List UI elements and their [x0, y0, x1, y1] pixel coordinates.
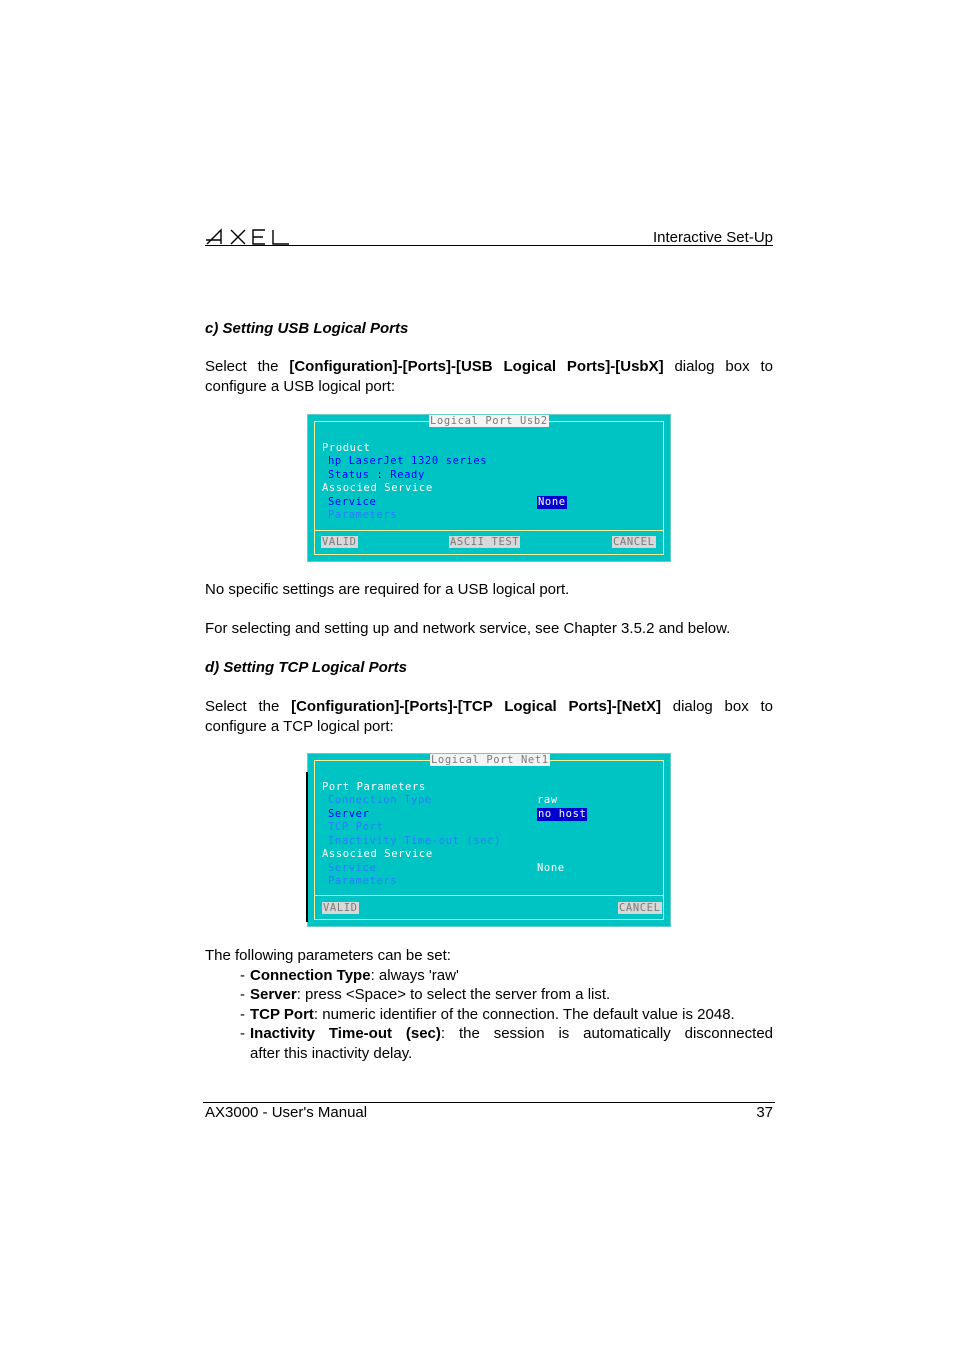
dialog-title: Logical Port Usb2	[430, 415, 548, 427]
usb-note-2: For selecting and setting up and network service, see Chapter 3.5.2 and below.	[205, 620, 731, 637]
product-value: hp LaserJet 1320 series	[328, 455, 488, 467]
associed-service-label: Associed Service	[322, 848, 433, 860]
list-item: - Server: press <Space> to select the server from a list.	[240, 986, 611, 1003]
usb-intro: Select the [Configuration]-[Ports]-[USB Logical Ports]-[UsbX] dialog box to configure a USB logical port:	[205, 358, 773, 395]
ascii-test-button[interactable]: ASCII TEST	[450, 536, 520, 548]
parameters-list	[240, 966, 773, 1064]
connection-type-label[interactable]: Connection Type	[328, 794, 432, 806]
dialog-title: Logical Port Net1	[431, 754, 549, 766]
service-value: None	[537, 862, 565, 874]
page-number: 37	[756, 1104, 773, 1121]
service-field-label[interactable]: Service	[328, 862, 377, 874]
inactivity-timeout-label[interactable]: Inactivity Time-out (sec)	[328, 835, 502, 847]
header-section-title: Interactive Set-Up	[652, 229, 773, 246]
port-parameters-label: Port Parameters	[322, 781, 426, 793]
server-label[interactable]: Server	[328, 808, 370, 820]
parameters-intro: The following parameters can be set:	[205, 947, 451, 964]
valid-button[interactable]: VALID	[323, 902, 358, 914]
parameters-description	[205, 946, 773, 1063]
usb-heading: c) Setting USB Logical Ports	[205, 320, 409, 337]
valid-button[interactable]: VALID	[322, 536, 357, 548]
parameters-field-label[interactable]: Parameters	[328, 875, 398, 887]
tcp-logical-port-dialog	[307, 753, 671, 927]
tcp-heading: d) Setting TCP Logical Ports	[205, 659, 407, 676]
service-field-label[interactable]: Service	[328, 496, 377, 508]
usb-note-1: No specific settings are required for a USB logical port.	[205, 581, 570, 598]
server-select[interactable]: no host	[538, 808, 587, 820]
list-item: - Inactivity Time-out (sec): the session is automatically disconnected after this inactivity delay.	[240, 1025, 774, 1062]
axel-logo	[205, 226, 291, 246]
list-item: - TCP Port: numeric identifier of the connection. The default value is 2048.	[240, 1005, 735, 1023]
product-label: Product	[322, 442, 371, 454]
usb-menu-path: [Configuration]-[Ports]-[USB Logical Ports]-[UsbX]	[289, 358, 664, 375]
cancel-button[interactable]: CANCEL	[613, 536, 655, 548]
header-rule	[205, 245, 773, 246]
footer-rule	[203, 1102, 775, 1103]
service-select[interactable]: None	[538, 496, 566, 508]
associed-service-label: Associed Service	[322, 482, 433, 494]
tcp-intro: Select the [Configuration]-[Ports]-[TCP Logical Ports]-[NetX] dialog box to configure a TCP logical port:	[205, 698, 773, 735]
cancel-button[interactable]: CANCEL	[619, 902, 661, 914]
parameters-field-label[interactable]: Parameters	[328, 509, 398, 521]
tcp-menu-path: [Configuration]-[Ports]-[TCP Logical Ports]-[NetX]	[291, 698, 661, 715]
list-item: - Connection Type: always 'raw'	[240, 966, 459, 984]
usb-logical-port-dialog	[307, 414, 671, 562]
footer-manual-title: AX3000 - User's Manual	[205, 1104, 368, 1121]
tcp-port-label[interactable]: TCP Port	[328, 821, 384, 833]
connection-type-value: raw	[537, 794, 558, 806]
status-value: Status : Ready	[328, 469, 425, 481]
